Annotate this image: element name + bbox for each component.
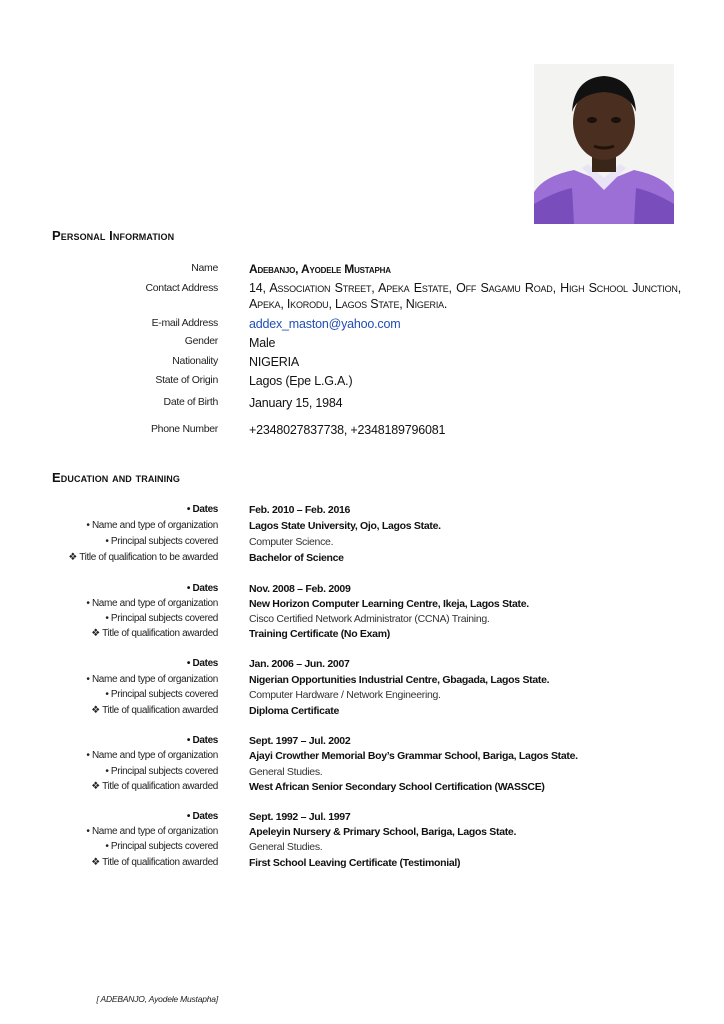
entry-dates-label: • Dates: [186, 735, 218, 746]
profile-photo: [534, 64, 674, 224]
entry-qualification-label: ❖ Title of qualification awarded: [91, 705, 218, 716]
entry-qualification-label: ❖ Title of qualification to be awarded: [68, 552, 218, 563]
email-link[interactable]: addex_maston@yahoo.com: [249, 317, 401, 331]
entry-subjects: General Studies.: [249, 766, 323, 778]
entry-qualification-label: ❖ Title of qualification awarded: [91, 628, 218, 639]
entry-subjects: Computer Hardware / Network Engineering.: [249, 689, 441, 701]
entry-org: Nigerian Opportunities Industrial Centre, Gbagada, Lagos State.: [249, 674, 550, 686]
nationality-value: NIGERIA: [249, 355, 299, 369]
entry-subjects: Computer Science.: [249, 536, 334, 548]
entry-dates-label: • Dates: [186, 504, 218, 515]
gender-label: Gender: [184, 335, 218, 347]
state-value: Lagos (Epe L.G.A.): [249, 374, 353, 388]
entry-org: Lagos State University, Ojo, Lagos State.: [249, 520, 441, 532]
entry-subjects-label: • Principal subjects covered: [105, 689, 218, 700]
entry-qualification-label: ❖ Title of qualification awarded: [91, 857, 218, 868]
entry-org-label: • Name and type of organization: [86, 674, 218, 685]
entry-dates: Jan. 2006 – Jun. 2007: [249, 658, 350, 670]
entry-org: Apeleyin Nursery & Primary School, Bariga, Lagos State.: [249, 826, 517, 838]
name-label: Name: [191, 262, 218, 274]
entry-qualification: Training Certificate (No Exam): [249, 628, 390, 640]
entry-dates-label: • Dates: [186, 583, 218, 594]
entry-dates: Feb. 2010 – Feb. 2016: [249, 504, 351, 516]
entry-dates: Sept. 1997 – Jul. 2002: [249, 735, 351, 747]
entry-subjects-label: • Principal subjects covered: [105, 536, 218, 547]
entry-org-label: • Name and type of organization: [86, 826, 218, 837]
dob-label: Date of Birth: [163, 396, 218, 408]
entry-subjects: Cisco Certified Network Administrator (CCNA) Training.: [249, 613, 490, 625]
entry-subjects-label: • Principal subjects covered: [105, 613, 218, 624]
entry-dates: Sept. 1992 – Jul. 1997: [249, 811, 351, 823]
address-label: Contact Address: [145, 282, 218, 294]
entry-qualification: Bachelor of Science: [249, 552, 344, 564]
entry-org-label: • Name and type of organization: [86, 598, 218, 609]
nationality-label: Nationality: [172, 355, 218, 367]
entry-dates-label: • Dates: [186, 811, 218, 822]
portrait-image: [534, 64, 674, 224]
education-heading: Education and training: [52, 470, 180, 485]
entry-org-label: • Name and type of organization: [86, 520, 218, 531]
phone-value: +2348027837738, +2348189796081: [249, 423, 446, 437]
email-label: E-mail Address: [151, 317, 218, 329]
entry-qualification-label: ❖ Title of qualification awarded: [91, 781, 218, 792]
entry-org-label: • Name and type of organization: [86, 750, 218, 761]
entry-dates: Nov. 2008 – Feb. 2009: [249, 583, 351, 595]
personal-info-heading: Personal Information: [52, 228, 175, 243]
entry-org: New Horizon Computer Learning Centre, Ikeja, Lagos State.: [249, 598, 529, 610]
phone-label: Phone Number: [150, 423, 218, 435]
entry-qualification: West African Senior Secondary School Certification (WASSCE): [249, 781, 545, 793]
address-value: 14, Association Street, Apeka Estate, Off Sagamu Road, High School Junction, Apeka, Ikorodu, Lagos State, Nigeria.: [249, 281, 681, 311]
entry-qualification: First School Leaving Certificate (Testimonial): [249, 857, 461, 869]
dob-value: January 15, 1984: [249, 396, 343, 410]
entry-dates-label: • Dates: [186, 658, 218, 669]
name-value: Adebanjo, Ayodele Mustapha: [249, 262, 391, 276]
entry-subjects-label: • Principal subjects covered: [105, 841, 218, 852]
entry-subjects: General Studies.: [249, 841, 323, 853]
state-label: State of Origin: [155, 374, 218, 386]
entry-subjects-label: • Principal subjects covered: [105, 766, 218, 777]
entry-qualification: Diploma Certificate: [249, 705, 339, 717]
page-footer: [ ADEBANJO, Ayodele Mustapha]: [96, 994, 218, 1004]
entry-org: Ajayi Crowther Memorial Boy’s Grammar School, Bariga, Lagos State.: [249, 750, 578, 762]
gender-value: Male: [249, 336, 276, 350]
